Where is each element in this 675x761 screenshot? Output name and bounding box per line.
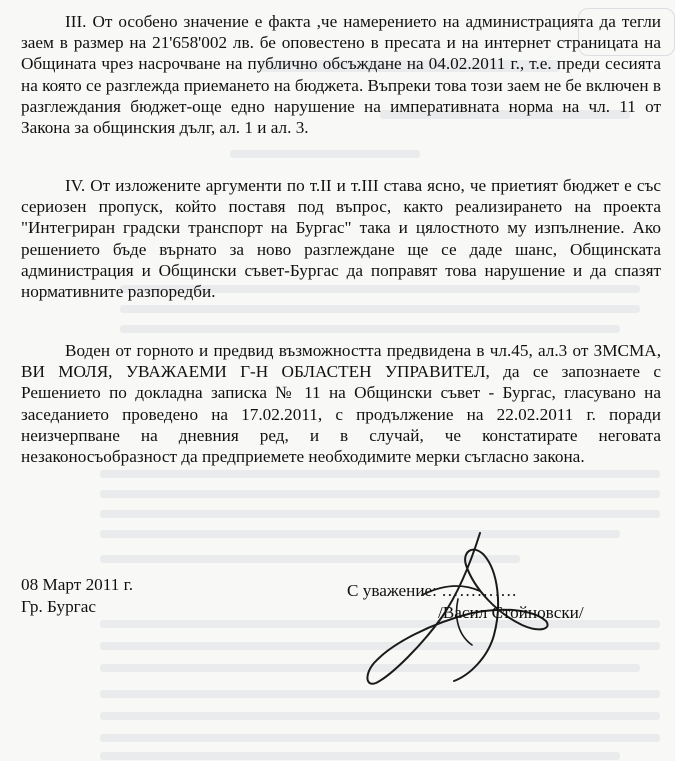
regards-label: С уважение: xyxy=(347,581,437,600)
signature-dots: …………. xyxy=(441,581,517,600)
closing-intro: Воден от горното и предвид възможността предвидена в чл.45, ал.3 от xyxy=(65,341,589,360)
document-city: Гр. Бургас xyxy=(21,597,96,616)
paragraph-iii: III. От особено значение е факта ,че намерението на администрацията да тегли заем в размер на 21'658'002 лв. бе оповестено в пресата и на интернет страницата на Общината чрез насрочване на публично обсъждане на 04.02.2011 г., т.е. преди сесията на която се разглежда приемането на бюджета. Въпреки това този заем не бе включен в разглеждания бюджет-още едно нарушение на императивната норма на чл. 11 от Закона за общинския дълг, ал. 1 и ал. 3. xyxy=(21,12,661,138)
bleed-through-line xyxy=(100,734,660,742)
bleed-through-line xyxy=(230,150,420,158)
bleed-through-line xyxy=(100,490,660,498)
bleed-through-line xyxy=(100,752,620,760)
bleed-through-line xyxy=(100,712,660,720)
closing-paragraph xyxy=(21,340,661,467)
closing-rest: да се запознаете с Решението по докладна записка № 11 на Общински съвет - Бургас, гласувано на заседанието проведено на 17.02.2011, с продължение на 22.02.2011 г. поради неизчерпване на дневния ред, и в случай, че констатирате неговата незаконосъобразност да предприемете необходимите мерки съгласно закона. xyxy=(21,362,661,467)
bleed-through-line xyxy=(120,305,640,313)
document-date: 08 Март 2011 г. xyxy=(21,575,134,594)
paragraph-iv: IV. От изложените аргументи по т.II и т.III става ясно, че приетият бюджет е със сериозен пропуск, който поставя под въпрос, както реализирането на проекта "Интегриран градски транспорт на Бургас" така и цялостното му изпълнение. Ако решението бъде върнато за ново разглеждане ще се даде шанс, Общинската администрация и Общински съвет-Бургас да поправят това нарушение и да спазят нормативните разпоредби. xyxy=(21,176,661,302)
bleed-through-line xyxy=(100,470,660,478)
bleed-through-line xyxy=(100,690,660,698)
bleed-through-line xyxy=(120,325,620,333)
signer-name: /Васил Стойновски/ xyxy=(438,603,584,622)
closing-appeal-caps: ЗМСМА, ВИ МОЛЯ, УВАЖАЕМИ Г-Н ОБЛАСТЕН УПРАВИТЕЛ, xyxy=(21,341,661,382)
bleed-through-line xyxy=(100,510,660,518)
